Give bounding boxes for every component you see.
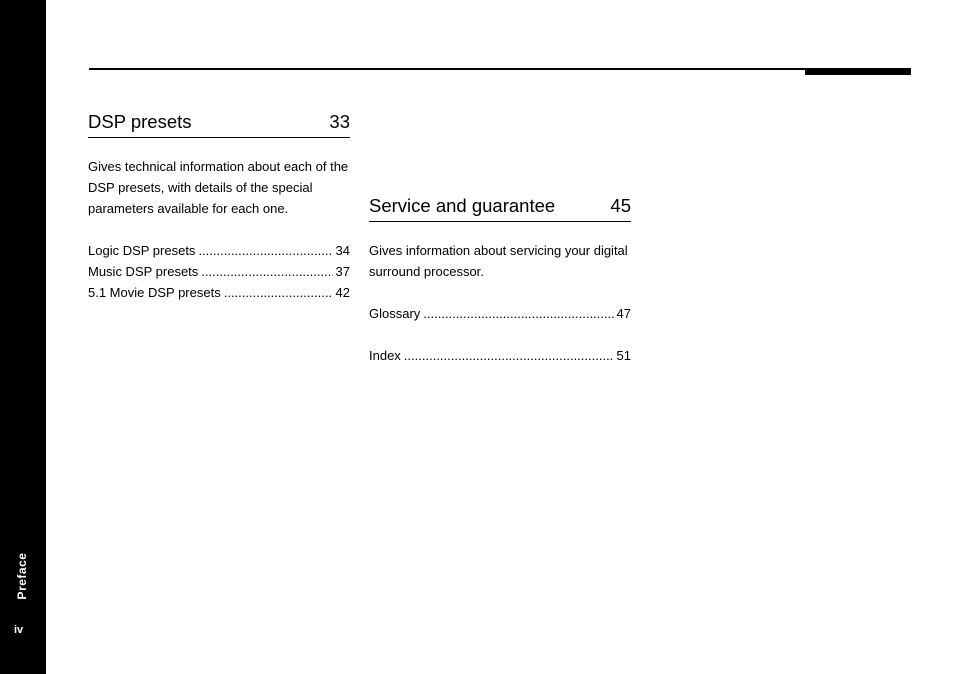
side-tab [0,0,46,674]
toc-entry-page: 51 [616,348,631,363]
toc-entry-label: Glossary [369,306,421,321]
toc-entry-page: 34 [335,243,350,258]
dot-leader [423,303,613,324]
toc-list [369,303,631,366]
section-dsp-presets [88,108,350,303]
section-page-number: 45 [610,195,631,216]
toc-entry-page: 47 [616,306,631,321]
section-service-guarantee [369,192,631,366]
toc-entry-page: 42 [335,285,350,300]
section-description: Gives information about servicing your digital surround processor. [369,243,628,279]
section-title: DSP presets [88,111,192,132]
top-rule [89,68,805,70]
toc-entry-label: 5.1 Movie DSP presets [88,285,221,300]
toc-entry[interactable] [88,282,350,303]
section-page-number: 33 [329,111,350,132]
dot-leader [201,261,332,282]
toc-entry-page: 37 [335,264,350,279]
section-description: Gives technical information about each of the DSP presets, with details of the special parameters available for each one. [88,159,349,216]
top-rule-accent [805,68,911,75]
dot-leader [224,282,333,303]
toc-entry-label: Index [369,348,401,363]
section-title: Service and guarantee [369,195,556,216]
dot-leader [404,345,614,366]
toc-entry[interactable] [88,261,350,282]
dot-leader [198,240,332,261]
toc-entry[interactable] [88,240,350,261]
section-heading[interactable] [88,108,350,138]
toc-list [88,240,350,303]
toc-entry-label: Music DSP presets [88,264,199,279]
toc-entry[interactable] [369,303,631,324]
side-section-label: Preface [15,552,29,600]
toc-entry-label: Logic DSP presets [88,243,196,258]
page-number: iv [14,624,24,636]
toc-spacer [369,324,631,345]
toc-entry[interactable] [369,345,631,366]
section-heading[interactable] [369,192,631,222]
